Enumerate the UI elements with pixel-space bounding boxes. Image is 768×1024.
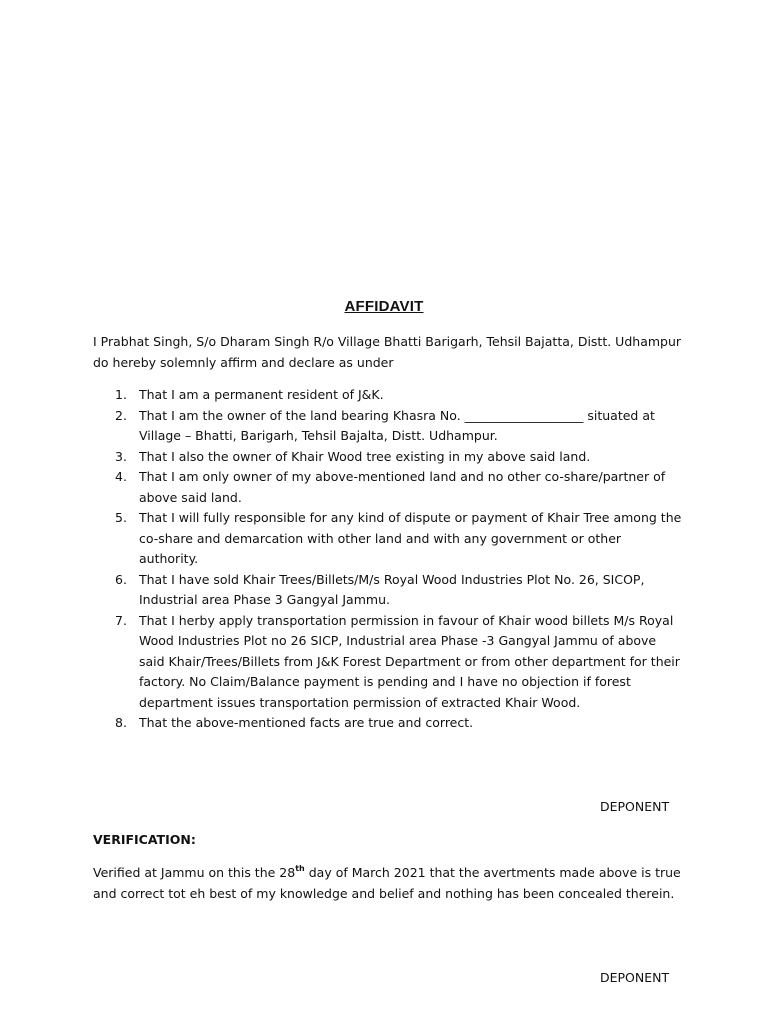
list-item-number: 8. (115, 715, 127, 730)
list-item-number: 3. (115, 448, 127, 464)
list-item (93, 611, 683, 714)
list-item-text: That I am only owner of my above-mentioned land and no other co-share/partner of above said land. (139, 469, 666, 505)
deponent-signature-label: DEPONENT (600, 799, 670, 814)
list-item-number: 2. (115, 407, 127, 423)
list-item-text: That I will fully responsible for any kind of dispute or payment of Khair Tree among the co-share and demarcation with other land and with any government or other authority. (139, 510, 682, 566)
list-item-text: That I herby apply transportation permission in favour of Khair wood billets M/s Royal Wood Industries Plot no 26 SICP, Industrial area Phase -3 Gangyal Jammu of above said Khair/Trees/Billets from J&K Forest Department or from other department for their factory. No Claim/Balance payment is pending and I have no objection if forest department issues transportation permission of extracted Khair Wood. (139, 612, 680, 710)
list-item (93, 385, 683, 406)
list-item-number: 7. (115, 612, 127, 628)
list-item-text: That I also the owner of Khair Wood tree existing in my above said land. (139, 448, 591, 464)
list-item (93, 406, 683, 447)
list-item-number: 6. (115, 571, 127, 587)
list-item (93, 447, 683, 468)
list-item (93, 570, 683, 611)
verification-text-start: Verified at Jammu on this the 28 (93, 865, 296, 880)
date-ordinal-suffix: th (295, 863, 305, 873)
verification-text-end: day of March 2021 that the avertments made above is true and correct tot eh best of my knowledge and belief and nothing has been concealed therein. (93, 865, 681, 901)
list-item-number: 1. (115, 387, 127, 402)
list-item-text: That I am a permanent resident of J&K. (139, 387, 384, 402)
document-title: AFFIDAVIT (344, 298, 424, 315)
list-item-number: 5. (115, 510, 127, 525)
list-item (93, 467, 683, 508)
intro-paragraph: I Prabhat Singh, S/o Dharam Singh R/o Village Bhatti Barigarh, Tehsil Bajatta, Distt. Udhampur do hereby solemnly affirm and declare as under (93, 334, 682, 370)
list-item-text: That I have sold Khair Trees/Billets/M/s Royal Wood Industries Plot No. 26, SICOP, Industrial area Phase 3 Gangyal Jammu. (139, 571, 645, 607)
verification-heading: VERIFICATION: (93, 832, 196, 847)
verification-paragraph (93, 863, 683, 904)
list-item-text: That the above-mentioned facts are true and correct. (139, 715, 474, 730)
deponent-signature-label-2: DEPONENT (600, 970, 670, 985)
list-item (93, 713, 683, 734)
list-item (93, 508, 683, 570)
declaration-list (93, 385, 683, 734)
list-item-text: That I am the owner of the land bearing Khasra No. ___________________ situated at Village – Bhatti, Barigarh, Tehsil Bajalta, Distt. Udhampur. (139, 407, 655, 443)
list-item-number: 4. (115, 469, 127, 484)
